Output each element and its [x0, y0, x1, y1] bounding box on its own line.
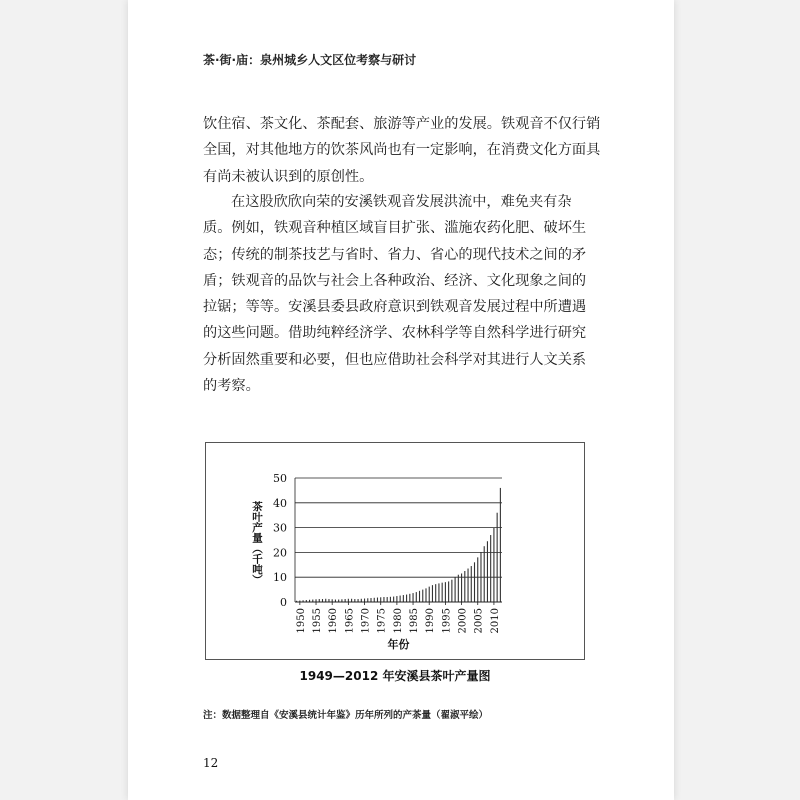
paragraph-1-line: 有尚未被认识到的原创性。	[203, 168, 374, 185]
chart-bar	[419, 591, 420, 602]
y-tick-label: 10	[273, 571, 287, 585]
chart-bar	[464, 571, 465, 602]
paragraph-2-line	[203, 189, 601, 215]
chart-bar	[403, 595, 404, 602]
x-tick-label: 1995	[441, 608, 453, 634]
tea-production-chart	[206, 443, 584, 659]
y-tick-label: 40	[273, 496, 287, 510]
chart-bar	[422, 590, 423, 602]
running-header: 茶·街·庙：泉州城乡人文区位考察与研讨	[203, 53, 417, 67]
chart-bar	[406, 595, 407, 602]
x-tick-label: 1980	[392, 608, 404, 634]
chart-bar	[474, 562, 475, 602]
chart-bar	[448, 581, 449, 602]
chart-bar	[497, 513, 498, 602]
chart-bar	[458, 575, 459, 602]
y-axis-label: 茶叶产量（千吨）	[251, 501, 263, 585]
chart-bar	[393, 597, 394, 602]
x-tick-label: 1975	[376, 608, 388, 634]
chart-bar	[367, 598, 368, 602]
chart-bar	[432, 585, 433, 602]
chart-bar	[442, 583, 443, 602]
x-tick-label: 2010	[489, 608, 501, 634]
chart-bar	[380, 597, 381, 602]
paragraph-2-line: 的考察。	[203, 378, 260, 395]
chart-bar	[364, 599, 365, 602]
x-tick-label: 1960	[328, 608, 340, 634]
chart-bar	[413, 593, 414, 602]
chart-bar	[370, 598, 371, 602]
chart-bar	[429, 587, 430, 602]
paragraph-2-line: 的这些问题。借助纯粹经济学、农林科学等自然科学进行研究	[203, 325, 587, 342]
x-tick-label: 1985	[409, 608, 421, 634]
x-tick-label: 1950	[295, 608, 307, 634]
paragraph-1	[203, 111, 601, 190]
figure-note: 注：数据整理自《安溪县统计年鉴》历年所列的产茶量（翟淑平绘）	[203, 710, 489, 721]
x-tick-label: 1965	[344, 608, 356, 634]
chart-bar	[455, 577, 456, 602]
y-tick-label: 0	[280, 596, 287, 609]
x-tick-label: 2000	[457, 608, 469, 634]
y-tick-label: 20	[273, 546, 287, 560]
chart-bar	[477, 557, 478, 602]
chart-bar	[500, 488, 501, 602]
chart-bar	[480, 552, 481, 602]
x-axis-label: 年份	[387, 638, 410, 651]
chart-bar	[438, 583, 439, 602]
paragraph-2-line: 分析固然重要和必要，但也应借助社会科学对其进行人文关系	[203, 351, 587, 368]
chart-bar	[467, 569, 468, 602]
chart-bar	[461, 573, 462, 602]
chart-bars	[296, 488, 501, 602]
chart-bar	[383, 597, 384, 602]
chart-frame	[205, 442, 585, 660]
chart-bar	[425, 588, 426, 602]
paragraph-2	[203, 189, 601, 399]
paragraph-2-line: 质。例如，铁观音种植区域盲目扩张、滥施农药化肥、破坏生	[203, 220, 587, 237]
book-page	[128, 0, 674, 800]
chart-bar	[387, 597, 388, 602]
chart-bar	[377, 598, 378, 602]
x-tick-label: 1990	[425, 608, 437, 634]
y-tick-label: 50	[273, 472, 287, 485]
x-tick-label: 2005	[473, 608, 485, 634]
chart-bar	[451, 580, 452, 602]
chart-bar	[390, 597, 391, 602]
chart-bar	[396, 596, 397, 602]
chart-bar	[400, 596, 401, 602]
paragraph-2-line: 拉锯；等等。安溪县委县政府意识到铁观音发展过程中所遭遇	[203, 299, 587, 316]
chart-bar	[493, 528, 494, 602]
chart-bar	[416, 592, 417, 602]
paragraph-1-line: 饮住宿、茶文化、茶配套、旅游等产业的发展。铁观音不仅行销	[203, 116, 601, 132]
paragraph-1-line: 全国，对其他地方的饮茶风尚也有一定影响，在消费文化方面具	[203, 142, 601, 159]
chart-bar	[374, 598, 375, 602]
chart-bar	[487, 541, 488, 602]
chart-bar	[471, 566, 472, 602]
y-tick-label: 30	[273, 521, 287, 535]
chart-bar	[409, 594, 410, 602]
chart-caption: 1949—2012 年安溪县茶叶产量图	[299, 669, 491, 683]
page-number: 12	[203, 756, 219, 770]
x-tick-label: 1955	[312, 608, 324, 634]
x-tick-label: 1970	[360, 608, 372, 634]
chart-bar	[435, 584, 436, 602]
chart-bar	[490, 535, 491, 602]
chart-bar	[484, 546, 485, 602]
paragraph-2-line-text: 在这股欣欣向荣的安溪铁观音发展洪流中，难免夹有杂	[231, 194, 572, 210]
paragraph-2-line: 盾；铁观音的品饮与社会上各种政治、经济、文化现象之间的	[203, 272, 587, 289]
paragraph-2-line: 态；传统的制茶技艺与省时、省力、省心的现代技术之间的矛	[203, 246, 587, 263]
chart-bar	[445, 582, 446, 602]
